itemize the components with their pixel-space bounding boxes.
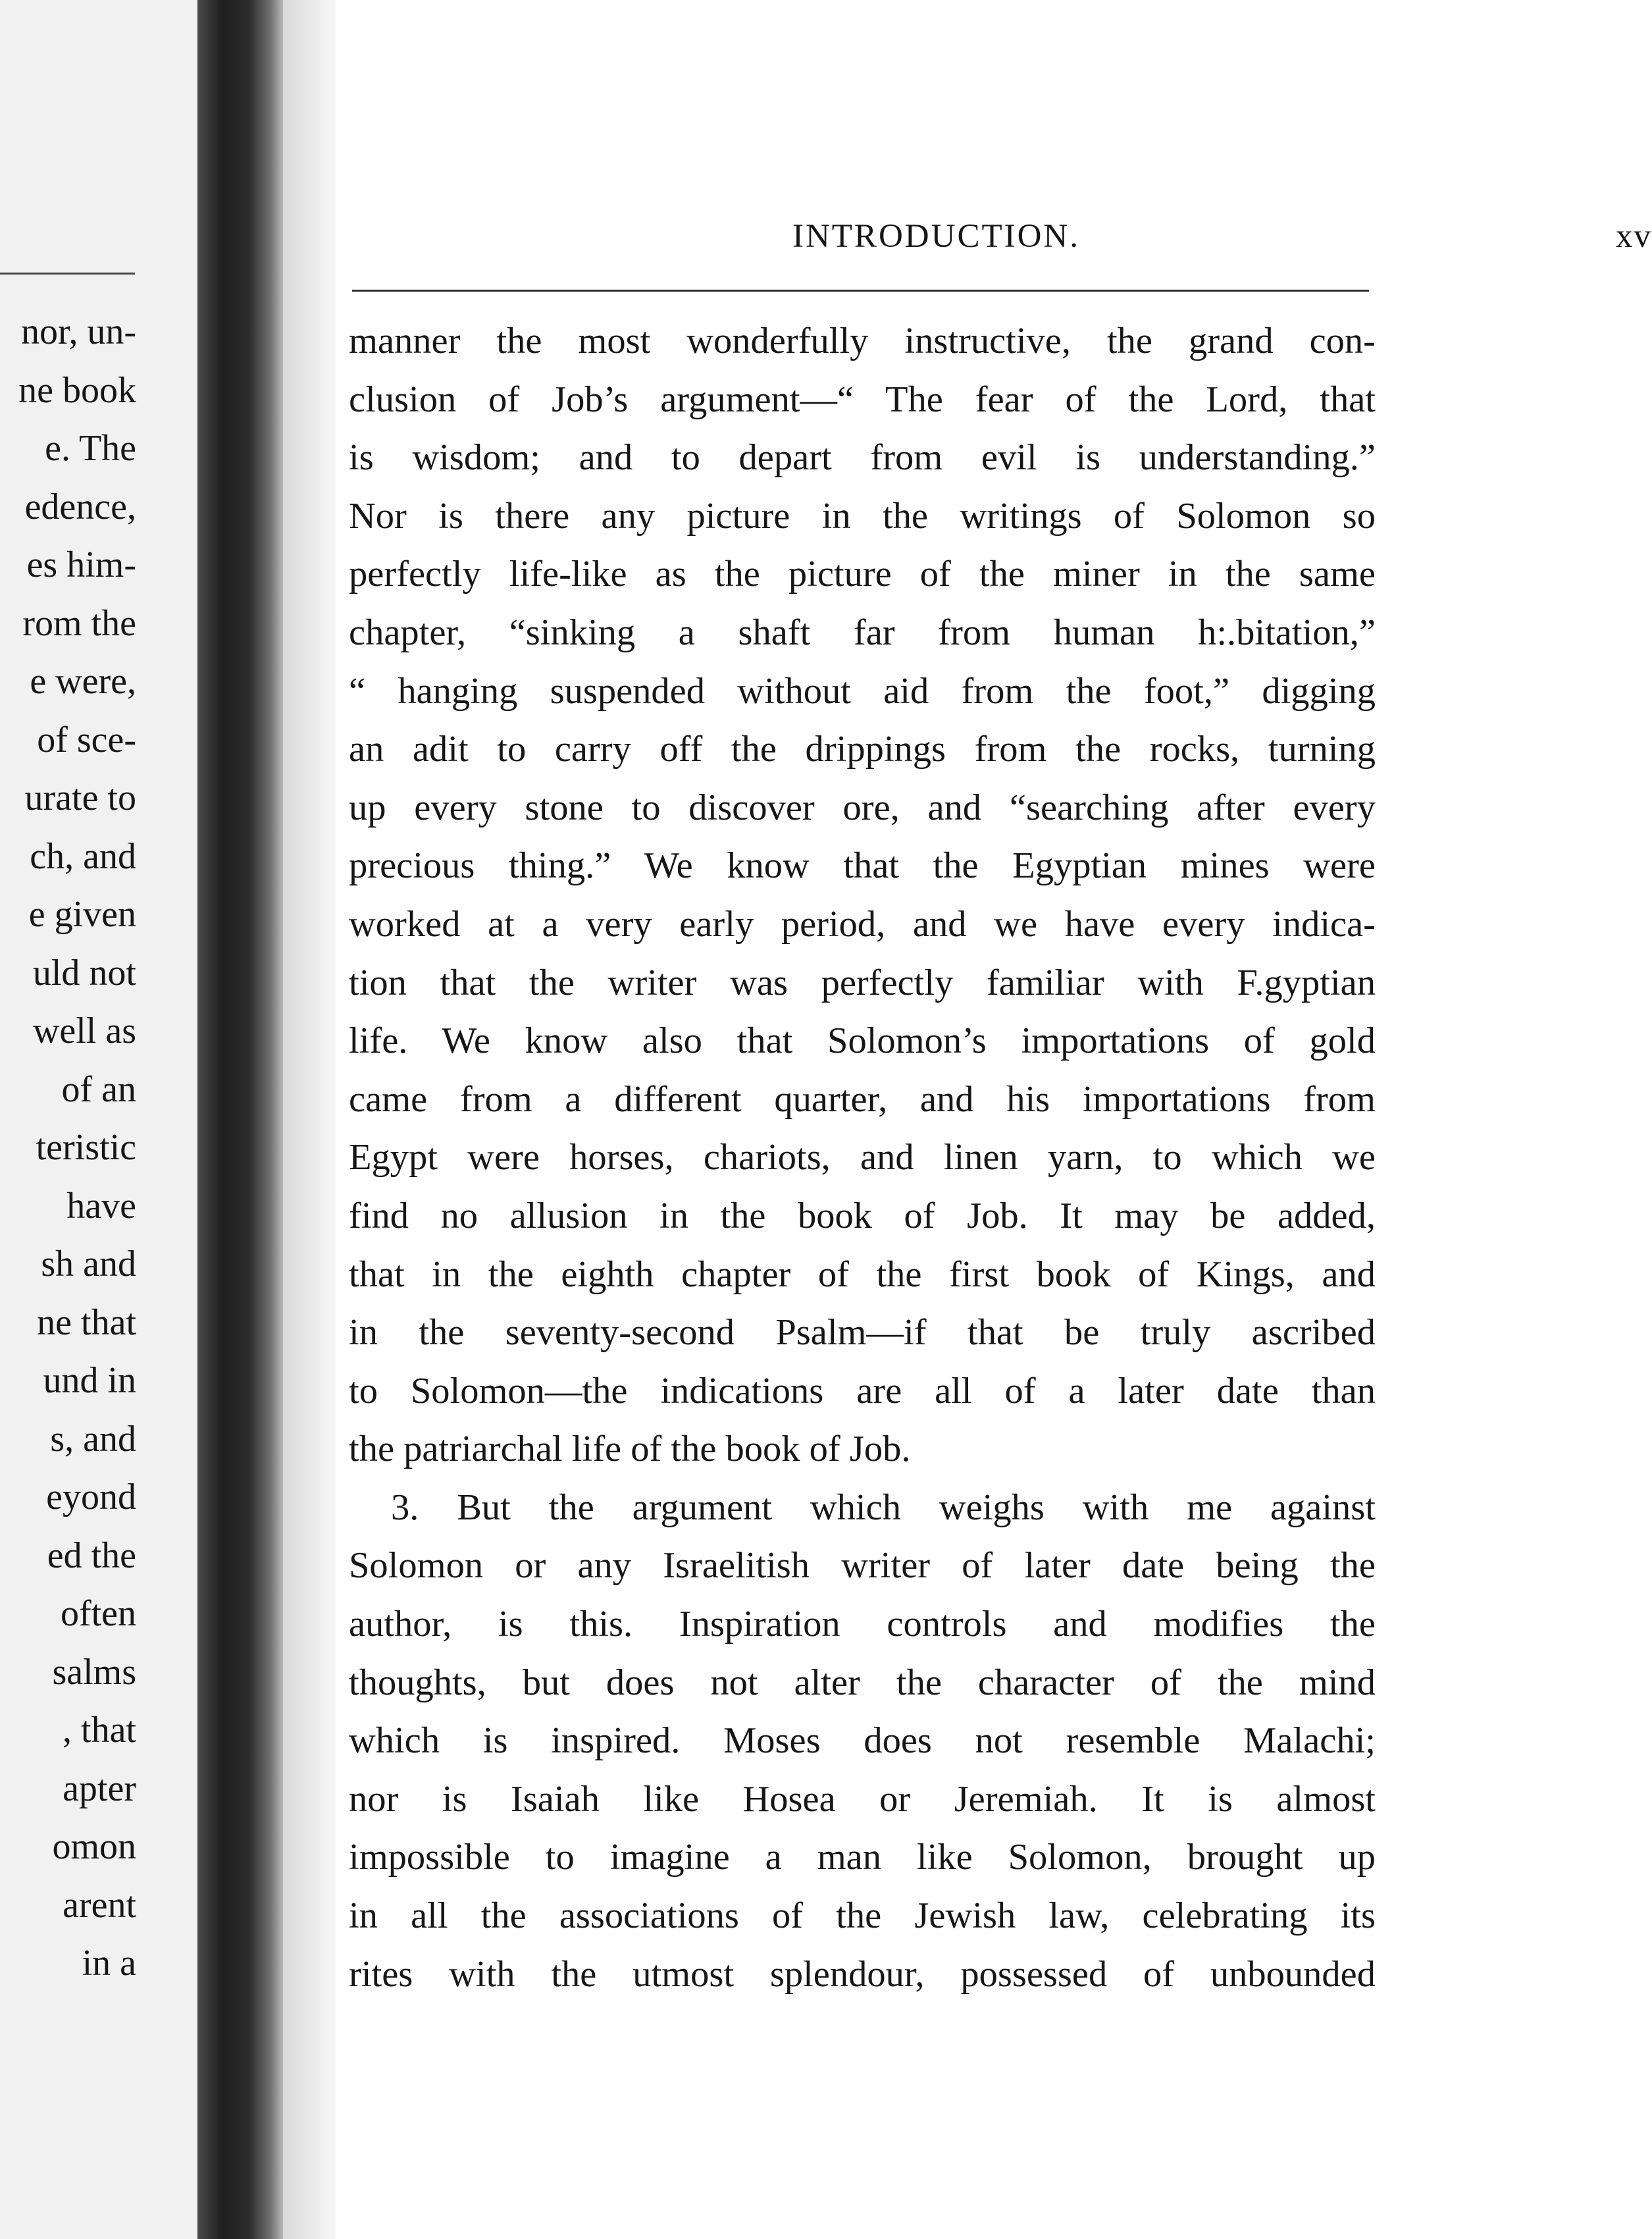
page-number: xv xyxy=(1616,218,1652,255)
text-line: thoughts, but does not alter the character of the mind xyxy=(349,1662,1376,1703)
left-line: rom the xyxy=(22,602,136,644)
text-line: worked at a very early period, and we have every indica- xyxy=(349,903,1376,945)
text-line: is wisdom; and to depart from evil is understanding.” xyxy=(349,437,1376,479)
text-line: “ hanging suspended without aid from the foot,” digging xyxy=(349,670,1376,712)
left-line: nor, un- xyxy=(20,311,136,352)
text-line: came from a different quarter, and his importations from xyxy=(349,1078,1376,1120)
text-line: precious thing.” We know that the Egyptian mines were xyxy=(349,845,1376,887)
text-line: author, is this. Inspiration controls and modifies the xyxy=(349,1604,1376,1645)
text-line: in all the associations of the Jewish law, celebrating its xyxy=(349,1895,1376,1937)
left-line: eyond xyxy=(46,1477,136,1517)
left-line: uld not xyxy=(32,952,136,993)
left-line: e were, xyxy=(30,661,136,702)
left-line: , that xyxy=(63,1710,136,1751)
text-line: Egypt were horses, chariots, and linen yarn, to which we xyxy=(349,1137,1376,1178)
running-title: INTRODUCTION. xyxy=(792,218,1081,255)
left-line: urate to xyxy=(24,777,136,818)
left-line: apter xyxy=(63,1768,136,1809)
left-line: of an xyxy=(61,1068,136,1110)
left-line: es him- xyxy=(26,544,136,585)
left-line: edence, xyxy=(24,486,136,527)
text-line: find no allusion in the book of Job. It may be added, xyxy=(349,1195,1376,1236)
left-line: often xyxy=(60,1593,136,1634)
left-line: ne that xyxy=(37,1302,136,1343)
left-page-text xyxy=(18,303,136,1993)
text-line: 3. But the argument which weighs with me against xyxy=(391,1487,1376,1528)
left-line: of sce- xyxy=(37,719,136,760)
text-line: rites with the utmost splendour, possessed of unbounded xyxy=(349,1953,1376,1995)
left-line: omon xyxy=(52,1826,136,1867)
left-line: e. The xyxy=(45,428,136,469)
left-line: in a xyxy=(82,1943,136,1984)
left-line: teristic xyxy=(36,1127,136,1168)
left-line: have xyxy=(66,1185,136,1226)
text-line: Solomon or any Israelitish writer of later date being the xyxy=(349,1545,1376,1587)
header-rule xyxy=(352,290,1369,292)
body-text xyxy=(349,312,1376,2003)
left-line: s, and xyxy=(50,1418,136,1460)
right-page xyxy=(283,0,1652,2239)
text-line: manner the most wonderfully instructive, the grand con- xyxy=(349,321,1376,361)
left-line: arent xyxy=(63,1884,136,1926)
text-line: an adit to carry off the drippings from the rocks, turning xyxy=(349,729,1376,770)
left-line: sh and xyxy=(41,1244,136,1284)
text-line: which is inspired. Moses does not resemble Malachi; xyxy=(349,1720,1376,1762)
left-line: ne book xyxy=(18,369,136,411)
left-line: ed the xyxy=(47,1535,136,1576)
text-line: that in the eighth chapter of the first book of Kings, and xyxy=(349,1253,1376,1295)
left-line: und in xyxy=(43,1360,136,1401)
text-line: nor is Isaiah like Hosea or Jeremiah. It is almost xyxy=(349,1778,1376,1820)
text-line: up every stone to discover ore, and “searching after every xyxy=(349,787,1376,828)
book-gutter xyxy=(197,0,283,2239)
left-line: well as xyxy=(32,1011,136,1051)
text-line: in the seventy-second Psalm—if that be truly ascribed xyxy=(349,1312,1376,1354)
running-head xyxy=(349,217,1652,270)
text-line: clusion of Job’s argument—“ The fear of the Lord, that xyxy=(349,379,1376,420)
text-line: tion that the writer was perfectly familiar with F.gyptian xyxy=(349,962,1376,1003)
text-line: chapter, “sinking a shaft far from human h:.bitation,” xyxy=(349,612,1376,653)
text-line: the patriarchal life of the book of Job. xyxy=(349,1429,911,1470)
text-line: to Solomon—the indications are all of a later date than xyxy=(349,1370,1376,1411)
left-line: ch, and xyxy=(30,835,136,877)
text-line: Nor is there any picture in the writings of Solomon so xyxy=(349,495,1376,537)
left-page-header-rule xyxy=(0,273,135,275)
text-line: life. We know also that Solomon’s importations of gold xyxy=(349,1020,1376,1062)
left-line: e given xyxy=(28,894,136,935)
text-line: perfectly life-like as the picture of the miner in the same xyxy=(349,554,1376,595)
text-line: impossible to imagine a man like Solomon, brought up xyxy=(349,1837,1376,1878)
left-line: salms xyxy=(52,1651,136,1693)
